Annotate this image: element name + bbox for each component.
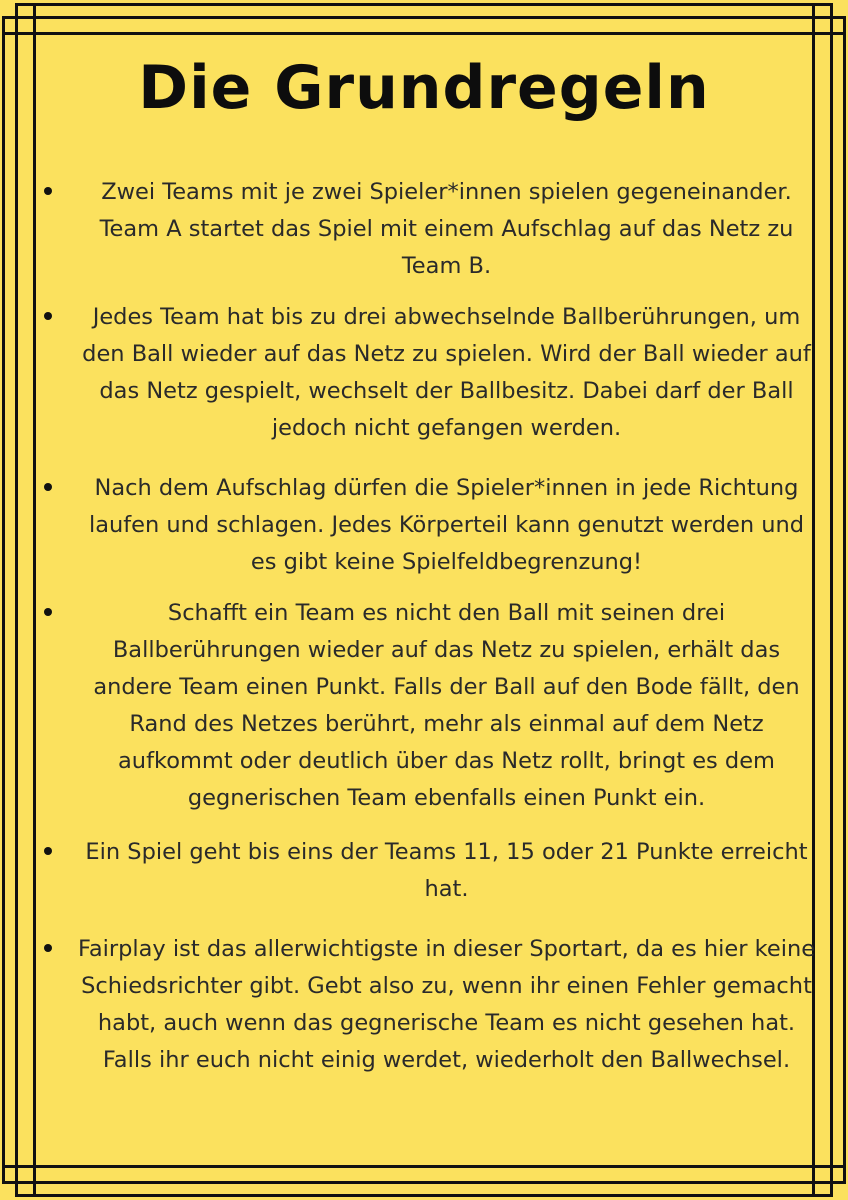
bullet-icon	[40, 187, 58, 195]
bullet-icon	[40, 608, 58, 616]
rule-text: Nach dem Aufschlag dürfen die Spieler*innen in jede Richtung laufen und schlagen. Jedes Körperteil kann genutzt werden und es gibt keine Spielfeldbegrenzung!	[88, 475, 805, 575]
rule-text: Fairplay ist das allerwichtigste in dieser Sportart, da es hier keine Schiedsrichter gibt. Gebt also zu, wenn ihr einen Fehler gemacht habt, auch wenn das gegnerische Team es nicht gesehen hat. Falls ihr euch nicht einig werdet, wiederholt den Ballwechsel.	[77, 936, 816, 1073]
rule-text: Ein Spiel geht bis eins der Teams 11, 15 oder 21 Punkte erreicht hat.	[85, 839, 808, 902]
rule-text: Schafft ein Team es nicht den Ball mit seinen drei Ballberührungen wieder auf das Netz zu spielen, erhält das andere Team einen Punkt. Falls der Ball auf den Bode fällt, den Rand des Netzes berührt, mehr als einmal auf dem Netz aufkommt oder deutlich über das Netz rollt, bringt es dem gegnerischen Team ebenfalls einen Punkt ein.	[93, 600, 800, 811]
rule-text: Jedes Team hat bis zu drei abwechselnde Ballberührungen, um den Ball wieder auf das Netz zu spielen. Wird der Ball wieder auf das Netz gespielt, wechselt der Ballbesitz. Dabei darf der Ball jedoch nicht gefangen werden.	[82, 304, 811, 441]
bullet-icon	[40, 944, 58, 952]
page-title: Die Grundregeln	[138, 53, 710, 123]
bullet-icon	[40, 312, 58, 320]
bullet-icon	[40, 847, 58, 855]
bullet-icon	[40, 483, 58, 491]
rule-text: Zwei Teams mit je zwei Spieler*innen spielen gegeneinander. Team A startet das Spiel mit einem Aufschlag auf das Netz zu Team B.	[99, 179, 794, 279]
